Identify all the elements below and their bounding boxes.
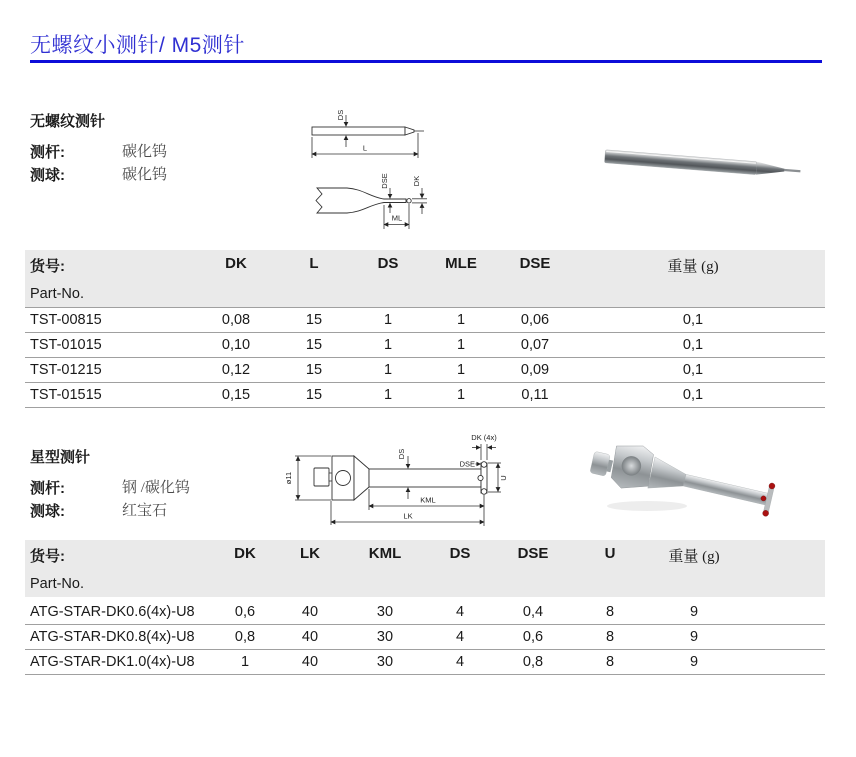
value-cell: 40 [301,654,319,670]
value-cell: 8 [605,604,615,620]
part-no-cell: TST-01015 [30,337,102,353]
value-cell: 30 [376,654,394,670]
value-cell: 1 [456,387,466,403]
dim-label-lk: LK [403,511,413,521]
value-cell: 0,11 [521,387,549,403]
part-no-cell: ATG-STAR-DK0.6(4x)-U8 [30,604,195,620]
column-header: LK [300,545,320,562]
dim-label-dse: DSE [380,173,389,189]
star-stylus-photo [585,424,840,542]
column-header: KML [368,545,402,562]
dim-label-ds: DS [336,109,345,121]
dim-label-dk4x: DK (4x) [471,433,497,442]
value-cell: 0,1 [682,337,704,353]
value-cell: 0,08 [221,312,251,328]
value-cell: 9 [689,604,699,620]
value-cell: 4 [455,604,465,620]
value-cell: 0,1 [682,362,704,378]
value-cell: 1 [456,312,466,328]
value-cell: 1 [383,337,393,353]
value-cell: 0,8 [522,654,544,670]
column-header: DS [377,255,399,272]
table-row [25,625,825,650]
dim-label-ds: DS [397,448,406,460]
value-cell: 0,4 [522,604,544,620]
column-header: U [604,545,616,562]
value-cell: 15 [305,312,323,328]
part-no-header-zh: 货号: [30,258,65,275]
value-cell: 30 [376,629,394,645]
section-heading: 星型测针 [30,449,91,466]
spec-row [30,477,285,500]
value-cell: 40 [301,604,319,620]
value-cell: 0,8 [234,629,256,645]
column-header: DK [234,545,256,562]
value-cell: 0,12 [221,362,251,378]
value-cell: 4 [455,654,465,670]
spec-row [30,164,285,187]
part-no-cell: TST-01515 [30,387,102,403]
value-cell: 0,09 [520,362,550,378]
value-cell: 0,1 [682,387,704,403]
spec-label: 测球: [30,503,65,520]
table-row [25,308,825,333]
value-cell: 0,15 [221,387,251,403]
dim-label-dse: DSE [459,459,475,469]
threadless-spec-block [30,110,285,187]
part-no-header-en: Part-No. [30,576,84,592]
threadless-stylus-photo [593,126,808,198]
column-header: DS [449,545,471,562]
value-cell: 0,10 [221,337,251,353]
dim-label-l: L [362,143,368,153]
spec-value: 碳化钨 [122,144,168,160]
value-cell: 4 [455,629,465,645]
table-row [25,333,825,358]
spec-label: 测球: [30,167,65,184]
dim-label-ml: ML [391,213,403,223]
weight-header: 重量 (g) [668,549,720,565]
title-rule [30,60,822,63]
value-cell: 9 [689,654,699,670]
part-no-cell: ATG-STAR-DK1.0(4x)-U8 [30,654,195,670]
table-header-band [25,540,825,597]
column-header: DSE [517,545,549,562]
page-title: 无螺纹小测针/ M5测针 [30,34,245,57]
table-row [25,650,825,675]
spec-label: 测杆: [30,480,65,497]
part-no-cell: TST-01215 [30,362,102,378]
table-body [25,307,825,408]
part-no-header [25,540,210,597]
value-cell: 15 [305,387,323,403]
column-header: DSE [519,255,551,272]
weight-header: 重量 (g) [667,259,719,275]
part-no-cell: ATG-STAR-DK0.8(4x)-U8 [30,629,195,645]
dim-label-kml: KML [420,495,436,505]
value-cell: 1 [383,387,393,403]
value-cell: 1 [383,362,393,378]
value-cell: 8 [605,654,615,670]
section-heading: 无螺纹测针 [30,113,106,130]
part-no-header [25,250,195,307]
table-header-band [25,250,825,307]
spec-row [30,141,285,164]
dim-label-u: U [499,475,508,481]
value-cell: 1 [456,337,466,353]
table-row [25,383,825,408]
value-cell: 0,1 [682,312,704,328]
spec-value: 钢 /碳化钨 [122,480,190,496]
column-header: MLE [445,255,477,272]
value-cell: 40 [301,629,319,645]
value-cell: 15 [305,362,323,378]
value-cell: 0,07 [520,337,550,353]
table-row [25,358,825,383]
column-header: DK [225,255,247,272]
part-no-cell: TST-00815 [30,312,102,328]
value-cell: 1 [456,362,466,378]
value-cell: 0,6 [234,604,256,620]
spec-value: 碳化钨 [122,167,168,183]
table-row [25,600,825,625]
value-cell: 1 [383,312,393,328]
table-body [25,600,825,675]
part-no-header-en: Part-No. [30,286,84,302]
dim-label-dia11: ø11 [284,471,293,485]
threadless-stylus-diagram [285,98,460,238]
column-header: L [309,255,319,272]
value-cell: 30 [376,604,394,620]
part-no-header-zh: 货号: [30,548,65,565]
spec-value: 红宝石 [122,503,168,519]
star-spec-block [30,446,285,523]
star-stylus-diagram [282,428,522,543]
value-cell: 9 [689,629,699,645]
value-cell: 0,6 [522,629,544,645]
value-cell: 15 [305,337,323,353]
spec-label: 测杆: [30,144,65,161]
value-cell: 1 [240,654,250,670]
value-cell: 8 [605,629,615,645]
dim-label-dk: DK [412,175,421,187]
spec-row [30,500,285,523]
value-cell: 0,06 [520,312,550,328]
